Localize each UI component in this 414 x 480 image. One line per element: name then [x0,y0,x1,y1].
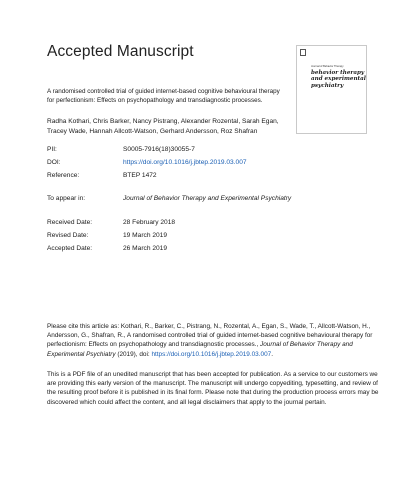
accepted-date-value: 26 March 2019 [123,245,167,252]
article-title: A randomised controlled trial of guided internet-based cognitive behavioural therapy for perfectionism: Effects on psychopathology and transdiagnostic processes. [47,88,280,104]
reference-value: BTEP 1472 [123,172,157,179]
citation-year: (2019), doi: [115,350,152,358]
citation-end: . [271,350,273,358]
received-date-value: 28 February 2018 [123,219,176,226]
pii-label: PII: [47,146,57,153]
accepted-date-label: Accepted Date: [47,245,93,252]
journal-name: Journal of Behavior Therapy and Experimental Psychiatry [123,195,292,202]
journal-cover-image [296,45,367,134]
citation-journal: Journal of Behavior Therapy and Experimental Psychiatry [47,341,353,358]
appear-in-label: To appear in: [47,195,86,202]
disclaimer-paragraph: This is a PDF file of an unedited manuscript that has been accepted for publication. As a service to our customers we are providing this early version of the manuscript. The manuscript will undergo copyediting, typesetting, and review of the resulting proof before it is published in its final form. Please note that during the production process errors may be discovered which could affect the content, and all legal disclaimers that apply to the journal pertain. [47,371,379,406]
pii-value: S0005-7916(18)30055-7 [123,146,195,153]
doi-link[interactable]: https://doi.org/10.1016/j.jbtep.2019.03.007 [123,159,247,166]
citation-paragraph [47,322,379,359]
article-authors: Radha Kothari, Chris Barker, Nancy Pistrang, Alexander Rozental, Sarah Egan, Tracey Wade, Hannah Allcott-Watson, Gerhard Andersson, Roz Shafran [47,118,279,135]
page-heading: Accepted Manuscript [47,43,194,60]
citation-doi-link[interactable]: https://doi.org/10.1016/j.jbtep.2019.03.007 [151,350,272,358]
reference-label: Reference: [47,172,80,179]
publisher-logo-icon [300,49,306,56]
cover-small-text: Journal of Behavior Therapy [311,65,344,68]
doi-label: DOI: [47,159,61,166]
citation-text: Please cite this article as: Kothari, R., Barker, C., Pistrang, N., Rozental, A., Egan, S., Wade, T., Allcott-Watson, H., Andersson, G., Shafran, R., A randomised controlled trial of guided internet-based cognitive behavioural therapy for perfectionism: Effects on psychopathology and transdiagnostic processes., [47,323,373,349]
revised-date-value: 19 March 2019 [123,232,167,239]
cover-title: behavior therapy and experimental psychiatry [311,70,366,89]
received-date-label: Received Date: [47,219,93,226]
revised-date-label: Revised Date: [47,232,89,239]
